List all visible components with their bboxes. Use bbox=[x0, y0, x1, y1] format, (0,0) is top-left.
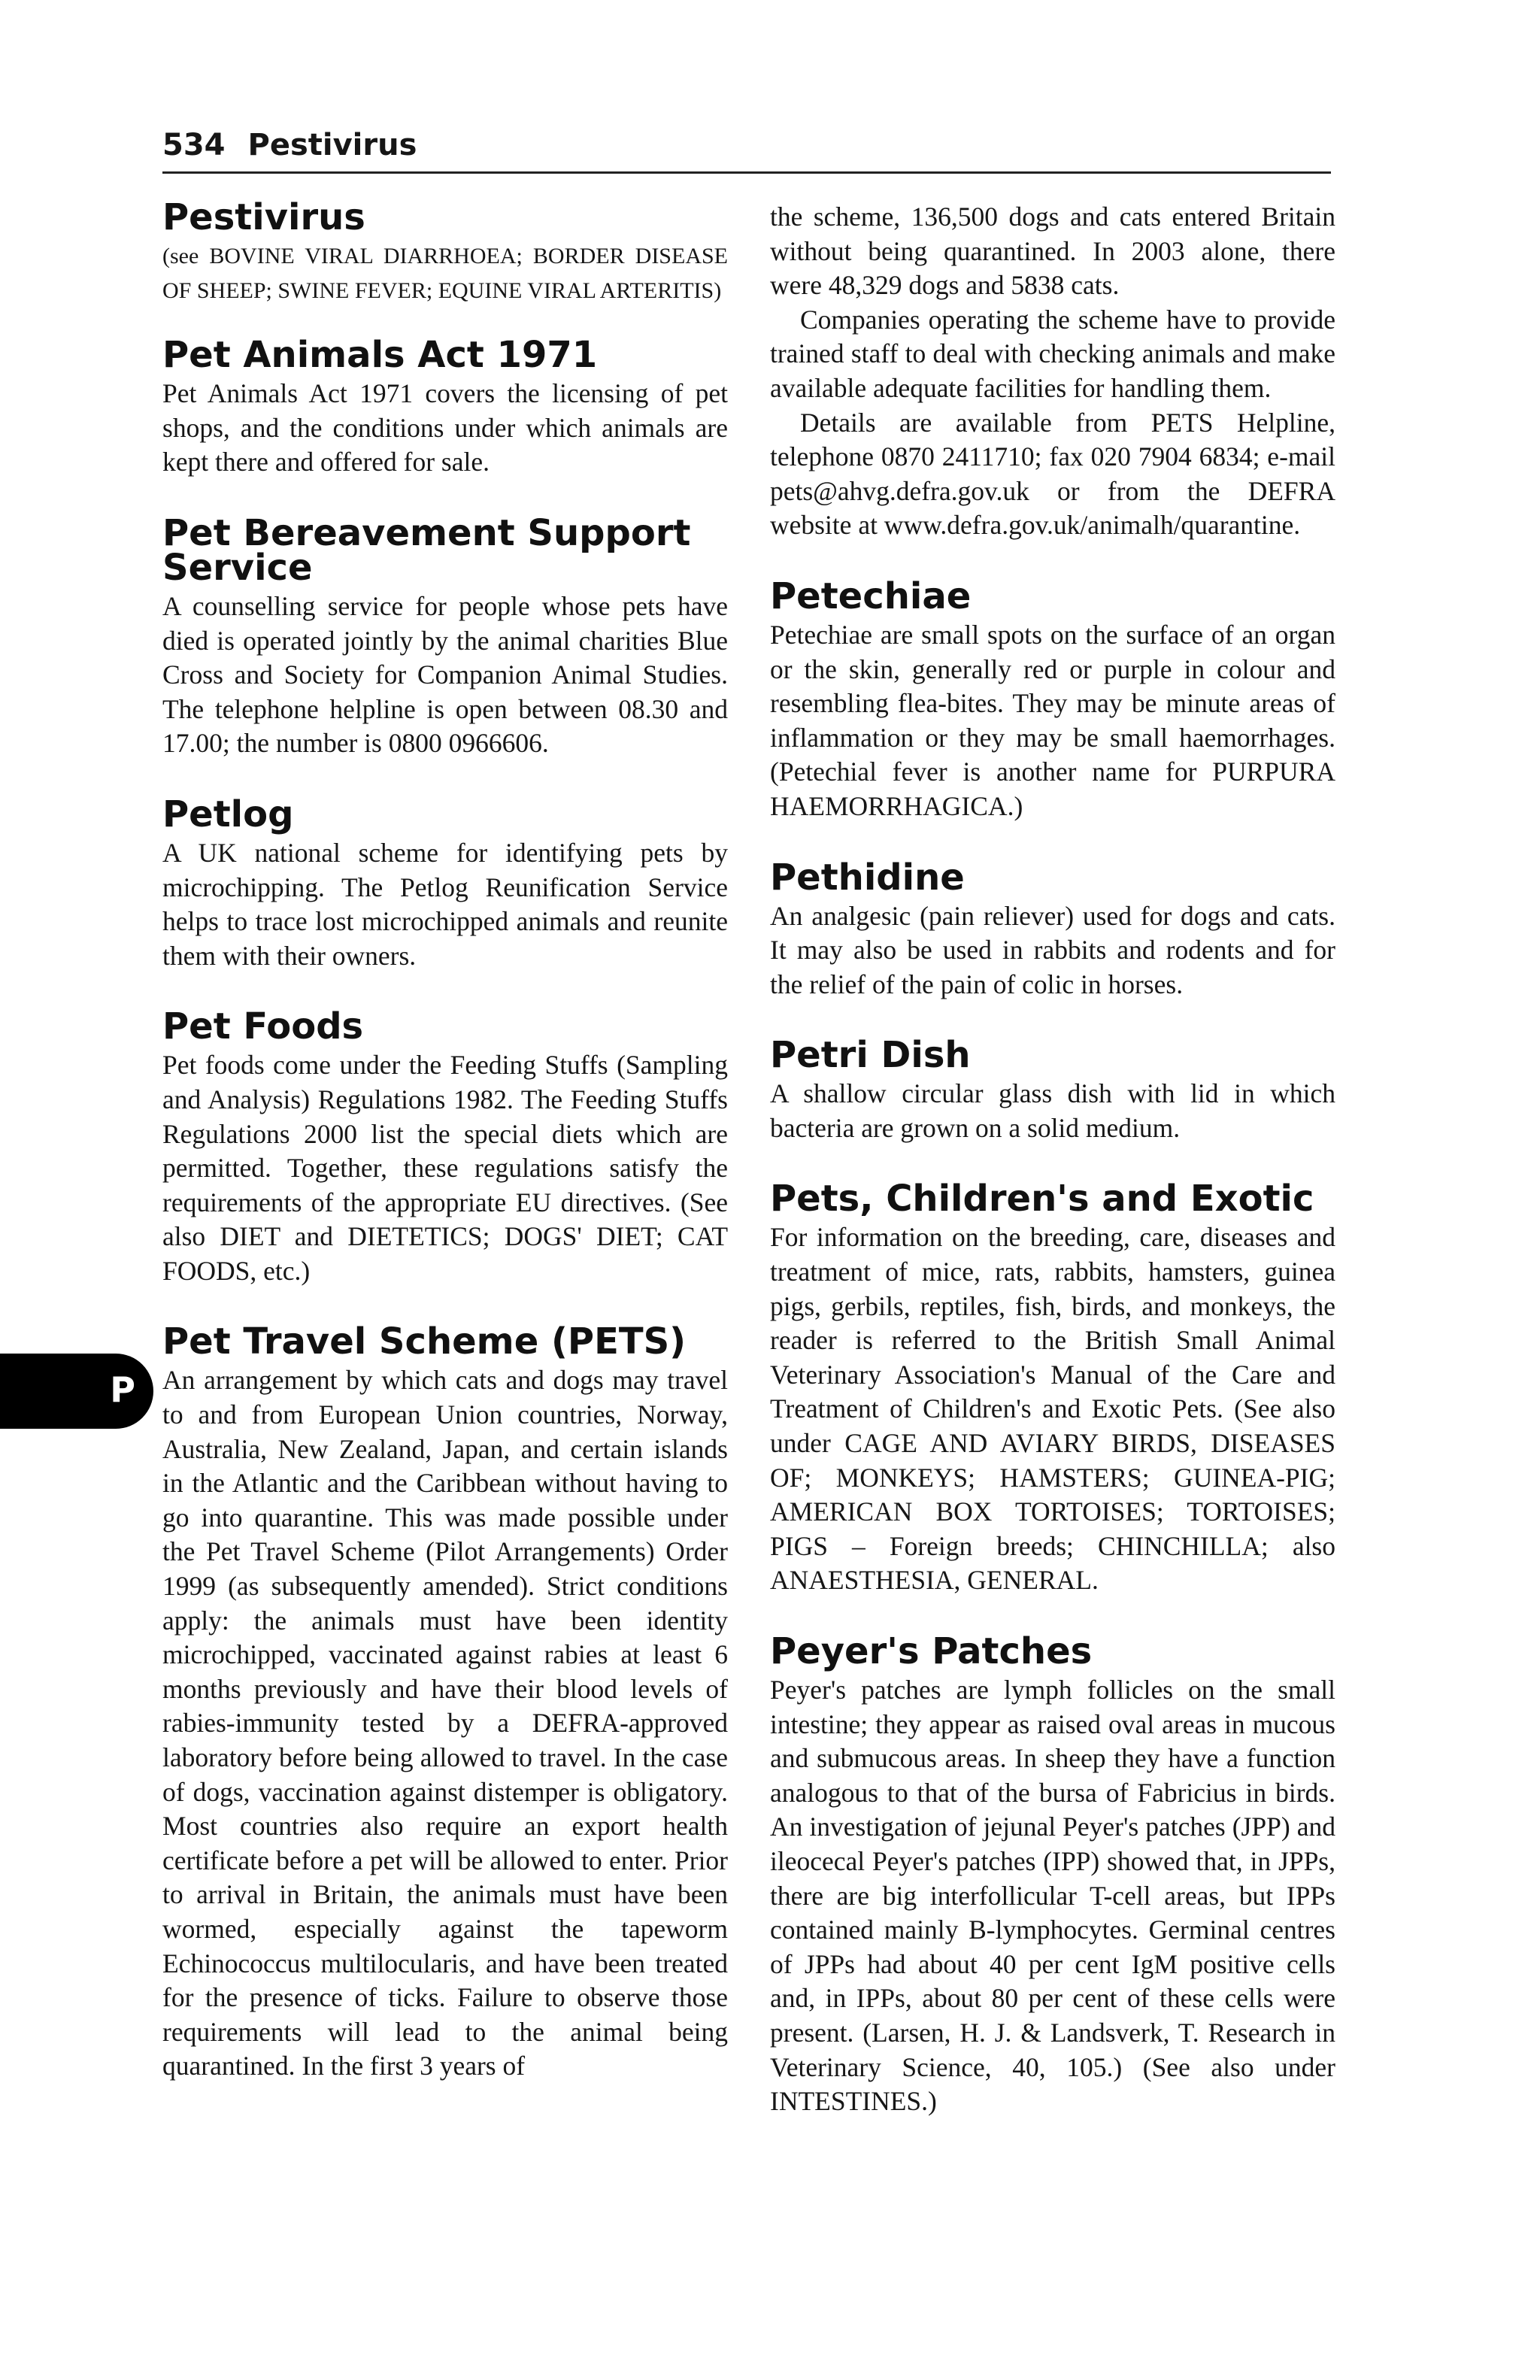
entry-pestivirus bbox=[162, 196, 728, 308]
entry-text: A counselling service for people whose pets have died is operated jointly by the animal charities Blue Cross and Society for Companion Animal Studies. The telephone helpline is open between 08.30 and 17.00; the number is 0800 0966606. bbox=[162, 590, 728, 759]
entry-pet-travel-scheme-continued bbox=[770, 200, 1335, 543]
entry-title: Pets, Children's and Exotic bbox=[770, 1178, 1314, 1220]
entry-text: Petechiae are small spots on the surface of an organ or the skin, generally red or purple in colour and resembling flea-bites. They may be minute areas of inflammation or they may be small haemorrhages. (Petechial fever is another name for PURPURA HAEMORRHAGICA.) bbox=[770, 619, 1335, 821]
entry-paragraph: Details are available from PETS Helpline, telephone 0870 2411710; fax 020 7904 6834; e-mail pets@ahvg.defra.gov.uk or from the DEFRA website at www.defra.gov.uk/animalh/quarantine. bbox=[770, 407, 1335, 541]
entry-title: Pethidine bbox=[770, 856, 965, 899]
entry-text: A shallow circular glass dish with lid in which bacteria are grown on a solid medium. bbox=[770, 1078, 1335, 1143]
entry-title: Petlog bbox=[162, 793, 294, 835]
page-number: 534 bbox=[162, 128, 226, 162]
entry-title: Peyer's Patches bbox=[770, 1630, 1093, 1672]
entry-text: (see BOVINE VIRAL DIARRHOEA; BORDER DISEASE OF SHEEP; SWINE FEVER; EQUINE VIRAL ARTERITIS) bbox=[162, 244, 728, 303]
entry-pet-travel-scheme bbox=[162, 1320, 728, 2083]
entry-peyers-patches bbox=[770, 1630, 1335, 2119]
entry-paragraph: Companies operating the scheme have to provide trained staff to deal with checking animals and make available adequate facilities for handling them. bbox=[770, 304, 1335, 403]
header-rule bbox=[162, 171, 1331, 174]
section-thumb-tab bbox=[0, 1354, 153, 1429]
entry-title: Pet Travel Scheme (PETS) bbox=[162, 1320, 687, 1363]
entry-text: An analgesic (pain reliever) used for dogs and cats. It may also be used in rabbits and rodents and for the relief of the pain of colic in horses. bbox=[770, 900, 1335, 999]
entry-pet-foods bbox=[162, 1005, 728, 1288]
entry-pet-bereavement bbox=[162, 511, 728, 761]
right-column bbox=[770, 200, 1335, 2155]
entry-petechiae bbox=[770, 575, 1335, 824]
entry-title: Pestivirus bbox=[162, 196, 365, 238]
entry-text-continued: the scheme, 136,500 dogs and cats entered Britain without being quarantined. In 2003 alone, there were 48,329 dogs and 5838 cats. bbox=[770, 202, 1335, 301]
entry-petlog bbox=[162, 793, 728, 973]
running-title: Pestivirus bbox=[247, 128, 417, 162]
entry-title: Petechiae bbox=[770, 575, 972, 617]
entry-title: Pet Animals Act 1971 bbox=[162, 334, 598, 377]
entry-pethidine bbox=[770, 856, 1335, 1002]
entry-title: Pet Bereavement Support Service bbox=[162, 511, 691, 589]
entry-text: Pet foods come under the Feeding Stuffs (Sampling and Analysis) Regulations 1982. The Feeding Stuffs Regulations 2000 list the special diets which are permitted. Together, these regulations satisfy the requirements of the appropriate EU directives. (See also DIET and DIETETICS; DOGS' DIET; CAT FOODS, etc.) bbox=[162, 1050, 728, 1286]
entry-text: A UK national scheme for identifying pets by microchipping. The Petlog Reunification Service helps to trace lost microchipped animals and reunite them with their owners. bbox=[162, 837, 728, 971]
entry-petri-dish bbox=[770, 1034, 1335, 1145]
entry-text: Peyer's patches are lymph follicles on the small intestine; they appear as raised oval areas in mucous and submucous areas. In sheep they have a function analogous to that of the bursa of Fabricius in birds. An investigation of jejunal Peyer's patches (JPP) and ileocecal Peyer's patches (IPP) showed that, in JPPs, there are big interfollicular T-cell areas, but IPPs contained mainly B-lymphocytes. Germinal centres of JPPs had about 40 per cent IgM positive cells and, in IPPs, about 80 per cent of these cells were present. (Larsen, H. J. & Landsverk, T. Research in Veterinary Science, 40, 105.) (See also under INTESTINES.) bbox=[770, 1675, 1335, 2117]
entry-pet-animals-act bbox=[162, 334, 728, 480]
section-tab-letter: P bbox=[110, 1369, 135, 1410]
running-head bbox=[162, 126, 1329, 174]
entry-text: For information on the breeding, care, diseases and treatment of mice, rats, rabbits, hamsters, guinea pigs, gerbils, reptiles, fish, birds, and monkeys, the reader is referred to the British Small Animal Veterinary Association's Manual of the Care and Treatment of Children's and Exotic Pets. (See also under CAGE AND AVIARY BIRDS, DISEASES OF; MONKEYS; HAMSTERS; GUINEA-PIG; AMERICAN BOX TORTOISES; TORTOISES; PIGS – Foreign breeds; CHINCHILLA; also ANAESTHESIA, GENERAL. bbox=[770, 1222, 1335, 1596]
left-column bbox=[162, 196, 728, 2120]
entry-title: Pet Foods bbox=[162, 1005, 364, 1048]
entry-title: Petri Dish bbox=[770, 1034, 971, 1077]
entry-text: Pet Animals Act 1971 covers the licensing of pet shops, and the conditions under which animals are kept there and offered for sale. bbox=[162, 378, 728, 478]
entry-pets-childrens-exotic bbox=[770, 1178, 1335, 1598]
entry-text: An arrangement by which cats and dogs may travel to and from European Union countries, Norway, Australia, New Zealand, Japan, and certain islands in the Atlantic and the Caribbean without having to go into quarantine. This was made possible under the Pet Travel Scheme (Pilot Arrangements) Order 1999 (as subsequently amended). Strict conditions apply: the animals must have been identity microchipped, vaccinated against rabies at least 6 months previously and have their blood levels of rabies-immunity tested by a DEFRA-approved laboratory before being allowed to travel. In the case of dogs, vaccination against distemper is obligatory. Most countries also require an export health certificate before a pet will be allowed to enter. Prior to arrival in Britain, the animals must have been wormed, especially against the tapeworm Echinococcus multilocularis, and have been treated for the presence of ticks. Failure to observe those requirements will lead to the animal being quarantined. In the first 3 years of bbox=[162, 1365, 728, 2081]
